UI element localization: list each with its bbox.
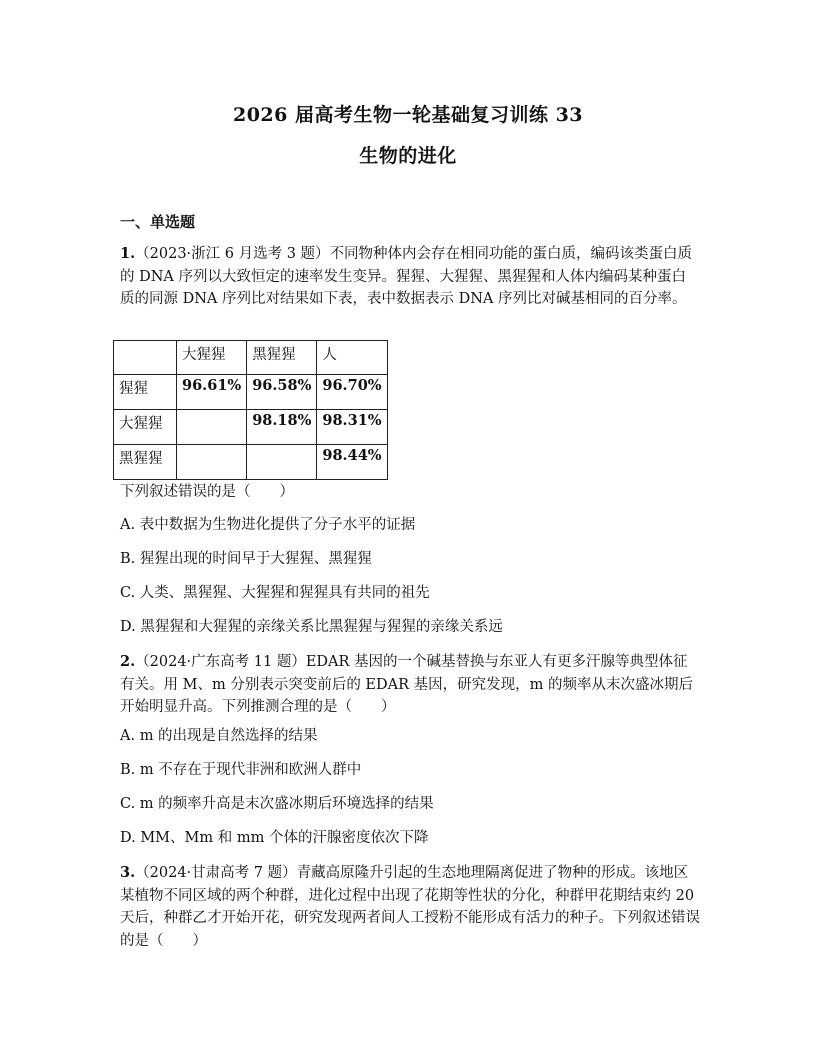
answer-option-c[interactable]: C. m 的频率升高是末次盛冰期后环境选择的结果	[120, 796, 434, 812]
question-2	[120, 651, 700, 719]
table-row	[114, 410, 388, 445]
table-header-cell: 黑猩猩	[247, 341, 317, 375]
answer-option-d[interactable]: D. 黑猩猩和大猩猩的亲缘关系比黑猩猩与猩猩的亲缘关系远	[120, 619, 503, 635]
section-heading: 一、单选题	[120, 213, 196, 231]
table-cell: 98.44%	[317, 445, 387, 480]
answer-option-c[interactable]: C. 人类、黑猩猩、大猩猩和猩猩具有共同的祖先	[120, 585, 430, 601]
table-cell: 98.31%	[317, 410, 387, 445]
table-header-cell: 大猩猩	[177, 341, 247, 375]
question-text: EDAR 基因的一个碱基替换与东亚人有更多汗腺等典型体征有关。用 M、m 分别表示突变前后的 EDAR 基因，研究发现，m 的频率从末次盛冰期后开始明显升高。下列推测合理的是（ ）	[120, 654, 693, 715]
question-source: （2024·甘肃高考 7 题）	[135, 865, 297, 881]
table-header-cell: 人	[317, 341, 387, 375]
table-row	[114, 445, 388, 480]
question-number: 1.	[120, 245, 136, 262]
table-cell	[177, 445, 247, 480]
table-row-label: 大猩猩	[114, 410, 177, 445]
question-source: （2024·广东高考 11 题）	[135, 654, 306, 670]
table-cell: 98.18%	[247, 410, 317, 445]
question-1	[120, 243, 700, 311]
document-title: 2026 届高考生物一轮基础复习训练 33	[232, 104, 584, 126]
table-cell	[177, 410, 247, 445]
answer-option-b[interactable]: B. m 不存在于现代非洲和欧洲人群中	[120, 762, 362, 778]
answer-option-b[interactable]: B. 猩猩出现的时间早于大猩猩、黑猩猩	[120, 551, 372, 567]
table-cell: 96.58%	[247, 375, 317, 410]
answer-option-a[interactable]: A. 表中数据为生物进化提供了分子水平的证据	[120, 517, 416, 533]
question-text: 青藏高原隆升引起的生态地理隔离促进了物种的形成。该地区某植物不同区域的两个种群，进化过程中出现了花期等性状的分化，种群甲花期结束约 20 天后，种群乙才开始开花，研究发现两者间人工授粉不能形成有活力的种子。下列叙述错误的是（ ）	[120, 865, 700, 949]
table-cell	[114, 341, 177, 375]
table-cell: 96.61%	[177, 375, 247, 410]
question-3	[120, 862, 700, 952]
dna-comparison-table	[113, 340, 388, 480]
table-row	[114, 375, 388, 410]
document-subtitle: 生物的进化	[359, 145, 457, 167]
table-row-label: 猩猩	[114, 375, 177, 410]
table-cell: 96.70%	[317, 375, 387, 410]
table-row-label: 黑猩猩	[114, 445, 177, 480]
question-number: 3.	[120, 864, 136, 881]
answer-option-d[interactable]: D. MM、Mm 和 mm 个体的汗腺密度依次下降	[120, 830, 429, 846]
table-cell	[247, 445, 317, 480]
answer-option-a[interactable]: A. m 的出现是自然选择的结果	[120, 728, 318, 744]
question-stem: 下列叙述错误的是（ ）	[120, 484, 294, 500]
question-number: 2.	[120, 653, 136, 670]
question-text: 不同物种体内会存在相同功能的蛋白质，编码该类蛋白质的 DNA 序列以大致恒定的速率发生变异。猩猩、大猩猩、黑猩猩和人体内编码某种蛋白质的同源 DNA 序列比对结果如下表，表中数据表示 DNA 序列比对碱基相同的百分率。	[120, 246, 693, 307]
table-header-row	[114, 341, 388, 375]
question-source: （2023·浙江 6 月选考 3 题）	[135, 246, 330, 262]
